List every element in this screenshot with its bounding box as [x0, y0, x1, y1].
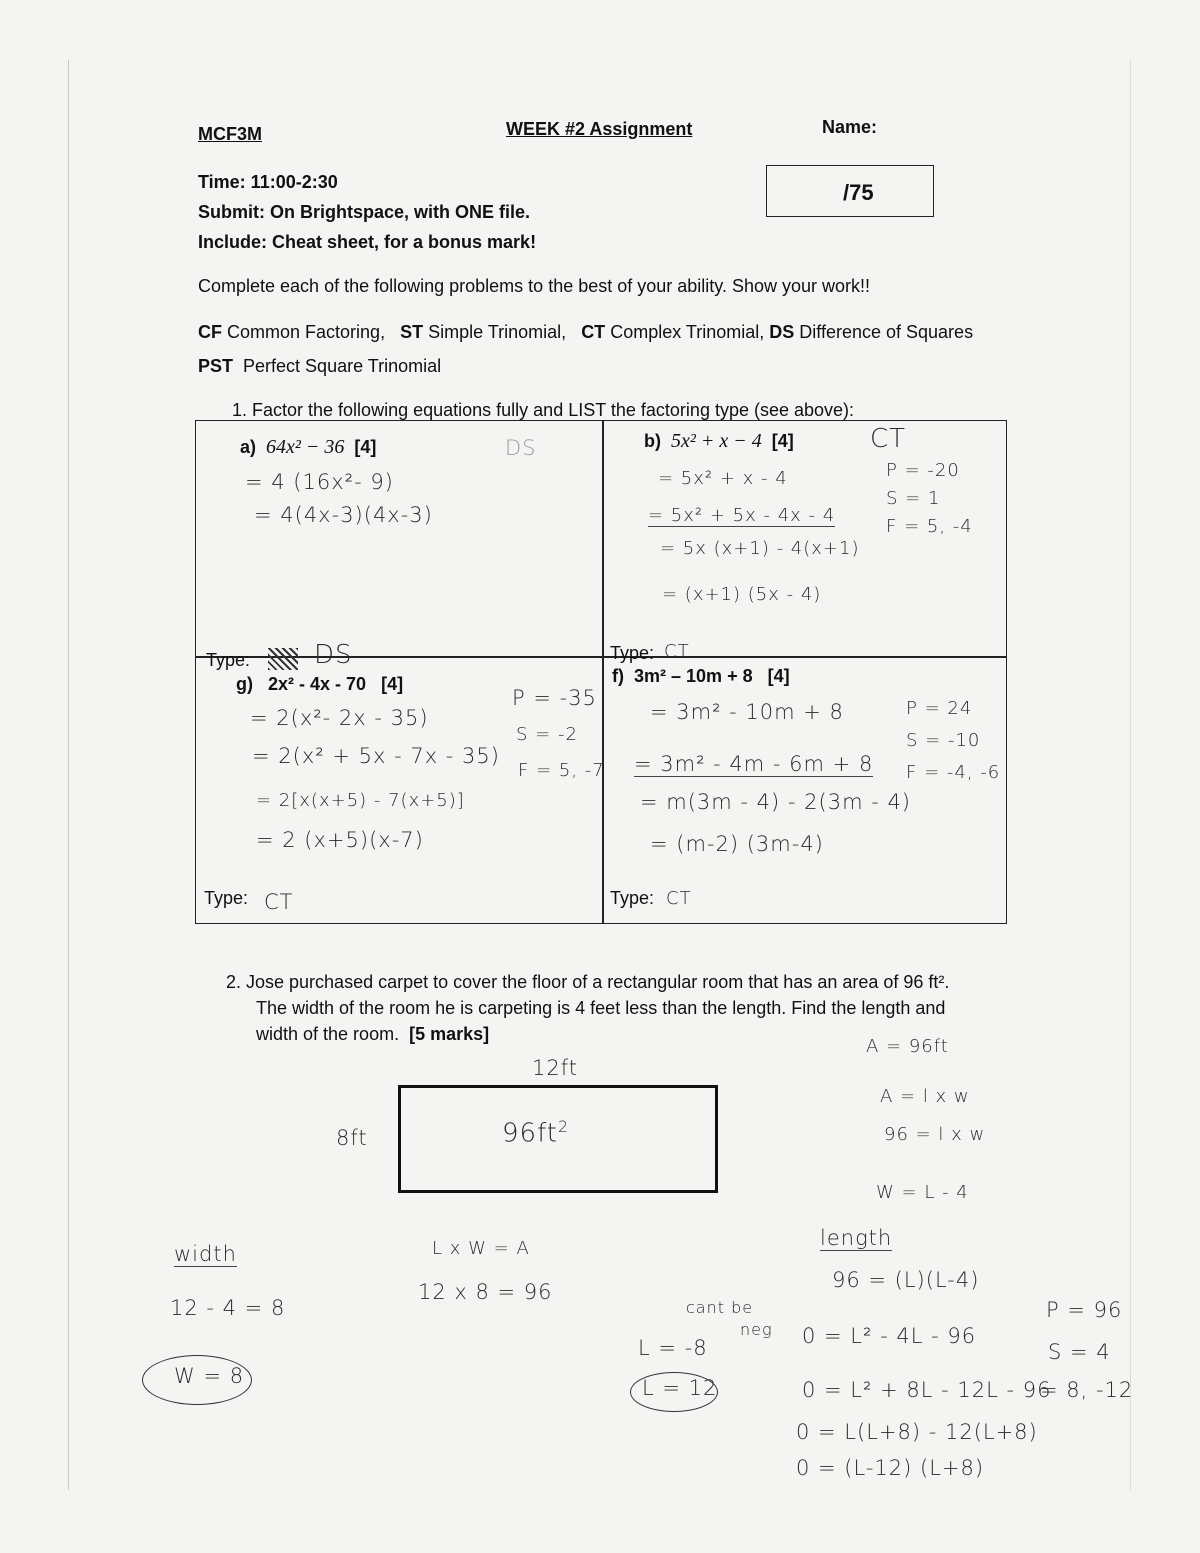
q1a-marks: [4]	[354, 437, 377, 457]
q1f-label: f)	[612, 666, 624, 686]
legend-ds-text: Difference of Squares	[799, 322, 974, 342]
legend-ct-code: CT	[581, 322, 606, 342]
q1g-expression: 2x² - 4x - 70	[268, 674, 367, 694]
length-work-line: 0 = L² - 4L - 96	[802, 1324, 977, 1348]
q1b-problem	[644, 430, 794, 453]
width-calc: 12 - 4 = 8	[170, 1296, 286, 1320]
time-line: Time: 11:00-2:30	[198, 172, 338, 192]
q2-right-work: A = 96ft	[866, 1036, 949, 1057]
q2-line-1: 2. Jose purchased carpet to cover the floor of a rectangular room that has an area of 96 ft².	[226, 972, 950, 992]
q1b-side-line: F = 5, -4	[886, 516, 973, 537]
area-formula: L x W = A	[432, 1238, 530, 1259]
q1b-work-line: = (x+1) (5x - 4)	[662, 584, 822, 605]
area-check: 12 x 8 = 96	[418, 1280, 553, 1304]
q1g-marks: [4]	[381, 674, 404, 694]
q1f-side-line: F = -4, -6	[906, 762, 1001, 783]
q2-marks: [5 marks]	[409, 1024, 490, 1044]
q1g-work-line: = 2(x²- 2x - 35)	[250, 706, 429, 730]
course-code: MCF3M	[198, 124, 262, 144]
q1b-work-line: = 5x (x+1) - 4(x+1)	[660, 538, 860, 559]
assignment-title: WEEK #2 Assignment	[506, 119, 693, 139]
q1f-type-label: Type:	[610, 888, 655, 908]
q1b-side-line: P = -20	[886, 460, 960, 481]
q1a-label: a)	[240, 437, 257, 457]
q1g-type-answer: CT	[264, 890, 294, 914]
q1f-marks: [4]	[767, 666, 790, 686]
q1a-expression: 64x² − 36	[266, 436, 345, 458]
q1b-expression: 5x² + x − 4	[671, 430, 762, 452]
legend-st-text: Simple Trinomial,	[428, 322, 567, 342]
include-line: Include: Cheat sheet, for a bonus mark!	[198, 232, 537, 252]
neg-note: neg	[740, 1320, 773, 1339]
length-rejected: L = -8	[638, 1336, 708, 1360]
q1a-work-line: = 4(4x-3)(4x-3)	[254, 503, 433, 527]
q2-line-2: The width of the room he is carpeting is 4 feet less than the length. Find the length and	[256, 998, 946, 1018]
instructions: Complete each of the following problems to the best of your ability. Show your work!!	[198, 276, 871, 296]
submit-line: Submit: On Brightspace, with ONE file.	[198, 202, 531, 222]
q1f-side-line: S = -10	[906, 730, 981, 751]
q1g-type-label: Type:	[204, 888, 249, 908]
q1b-work-line: = 5x² + x - 4	[658, 468, 788, 489]
q1f-expression: 3m² – 10m + 8	[634, 666, 753, 686]
width-answer: W = 8	[174, 1364, 245, 1388]
table-divider-vertical	[602, 420, 604, 924]
q1g-work-line: = 2[x(x+5) - 7(x+5)]	[256, 790, 465, 811]
q1a-type-label: Type:	[206, 650, 251, 670]
q1g-work-line: = 2 (x+5)(x-7)	[256, 828, 424, 852]
q1b-type-label: Type:	[610, 643, 655, 663]
q1g-side-line: S = -2	[516, 724, 578, 745]
length-work-line: 0 = L² + 8L - 12L - 96	[802, 1378, 1052, 1402]
q1f-type-answer: CT	[666, 888, 692, 909]
q1g-problem	[236, 674, 403, 695]
q1f-work-line: = m(3m - 4) - 2(3m - 4)	[640, 790, 912, 814]
room-area-value: 96ft	[502, 1118, 558, 1149]
q1g-side-line: F = 5, -7	[518, 760, 605, 781]
q1f-side-line: P = 24	[906, 698, 973, 719]
psf-line: = 8, -12	[1040, 1378, 1134, 1402]
room-width-label: 8ft	[336, 1126, 368, 1150]
factoring-legend-pst	[198, 356, 441, 377]
q2-right-work: A = l x w	[880, 1086, 970, 1107]
q1b-side-line: S = 1	[886, 488, 941, 509]
q1a-problem	[240, 436, 376, 459]
scan-edge-left	[68, 60, 69, 1490]
room-area-label	[502, 1118, 569, 1149]
q1b-marks: [4]	[771, 431, 794, 451]
q1f-work-line: = (m-2) (3m-4)	[650, 832, 824, 856]
factoring-legend	[198, 322, 973, 343]
score-box	[766, 165, 934, 217]
q1b-work-line: = 5x² + 5x - 4x - 4	[648, 505, 836, 526]
length-answer: L = 12	[642, 1376, 718, 1400]
q1f-problem	[612, 666, 790, 687]
length-work-line: 96 = (L)(L-4)	[832, 1268, 980, 1292]
score-total: /75	[843, 180, 874, 205]
name-label: Name:	[822, 117, 878, 137]
q1-prompt: 1. Factor the following equations fully and LIST the factoring type (see above):	[232, 400, 855, 420]
q2-right-work: W = L - 4	[876, 1182, 969, 1203]
length-work-line: 0 = (L-12) (L+8)	[796, 1456, 985, 1480]
q1a-type-answer: DS	[314, 640, 353, 670]
q1b-type-answer: CT	[664, 641, 690, 662]
legend-pst-text: Perfect Square Trinomial	[243, 356, 442, 376]
q1b-label: b)	[644, 431, 661, 451]
scribble-mark	[268, 648, 298, 670]
q1f-work-line: = 3m² - 10m + 8	[650, 700, 844, 724]
length-title: length	[820, 1226, 893, 1250]
scan-edge-right	[1130, 60, 1131, 1490]
length-work-line: 0 = L(L+8) - 12(L+8)	[796, 1420, 1038, 1444]
legend-ct-text: Complex Trinomial,	[610, 322, 765, 342]
q2-line-3-text: width of the room.	[256, 1024, 400, 1044]
legend-st-code: ST	[400, 322, 424, 342]
q1g-label: g)	[236, 674, 253, 694]
q1f-work-line: = 3m² - 4m - 6m + 8	[634, 752, 874, 776]
room-length-label: 12ft	[532, 1056, 578, 1080]
cant-be-note: cant be	[686, 1298, 754, 1317]
legend-cf-code: CF	[198, 322, 222, 342]
room-area-exponent: 2	[557, 1118, 569, 1136]
q1b-type-hint: CT	[870, 424, 907, 454]
q2-right-work: 96 = l x w	[884, 1124, 986, 1145]
q1g-work-line: = 2(x² + 5x - 7x - 35)	[252, 744, 500, 768]
q1g-side-line: P = -35	[512, 686, 597, 710]
width-title: width	[174, 1242, 237, 1266]
psf-line: S = 4	[1048, 1340, 1111, 1364]
q1a-type-hint: DS	[505, 436, 537, 460]
q1a-work-line: = 4 (16x²- 9)	[245, 470, 394, 494]
psf-line: P = 96	[1046, 1298, 1123, 1322]
q2-line-3	[256, 1024, 489, 1045]
legend-ds-code: DS	[769, 322, 795, 342]
legend-cf-text: Common Factoring,	[227, 322, 386, 342]
legend-pst-code: PST	[198, 356, 234, 376]
